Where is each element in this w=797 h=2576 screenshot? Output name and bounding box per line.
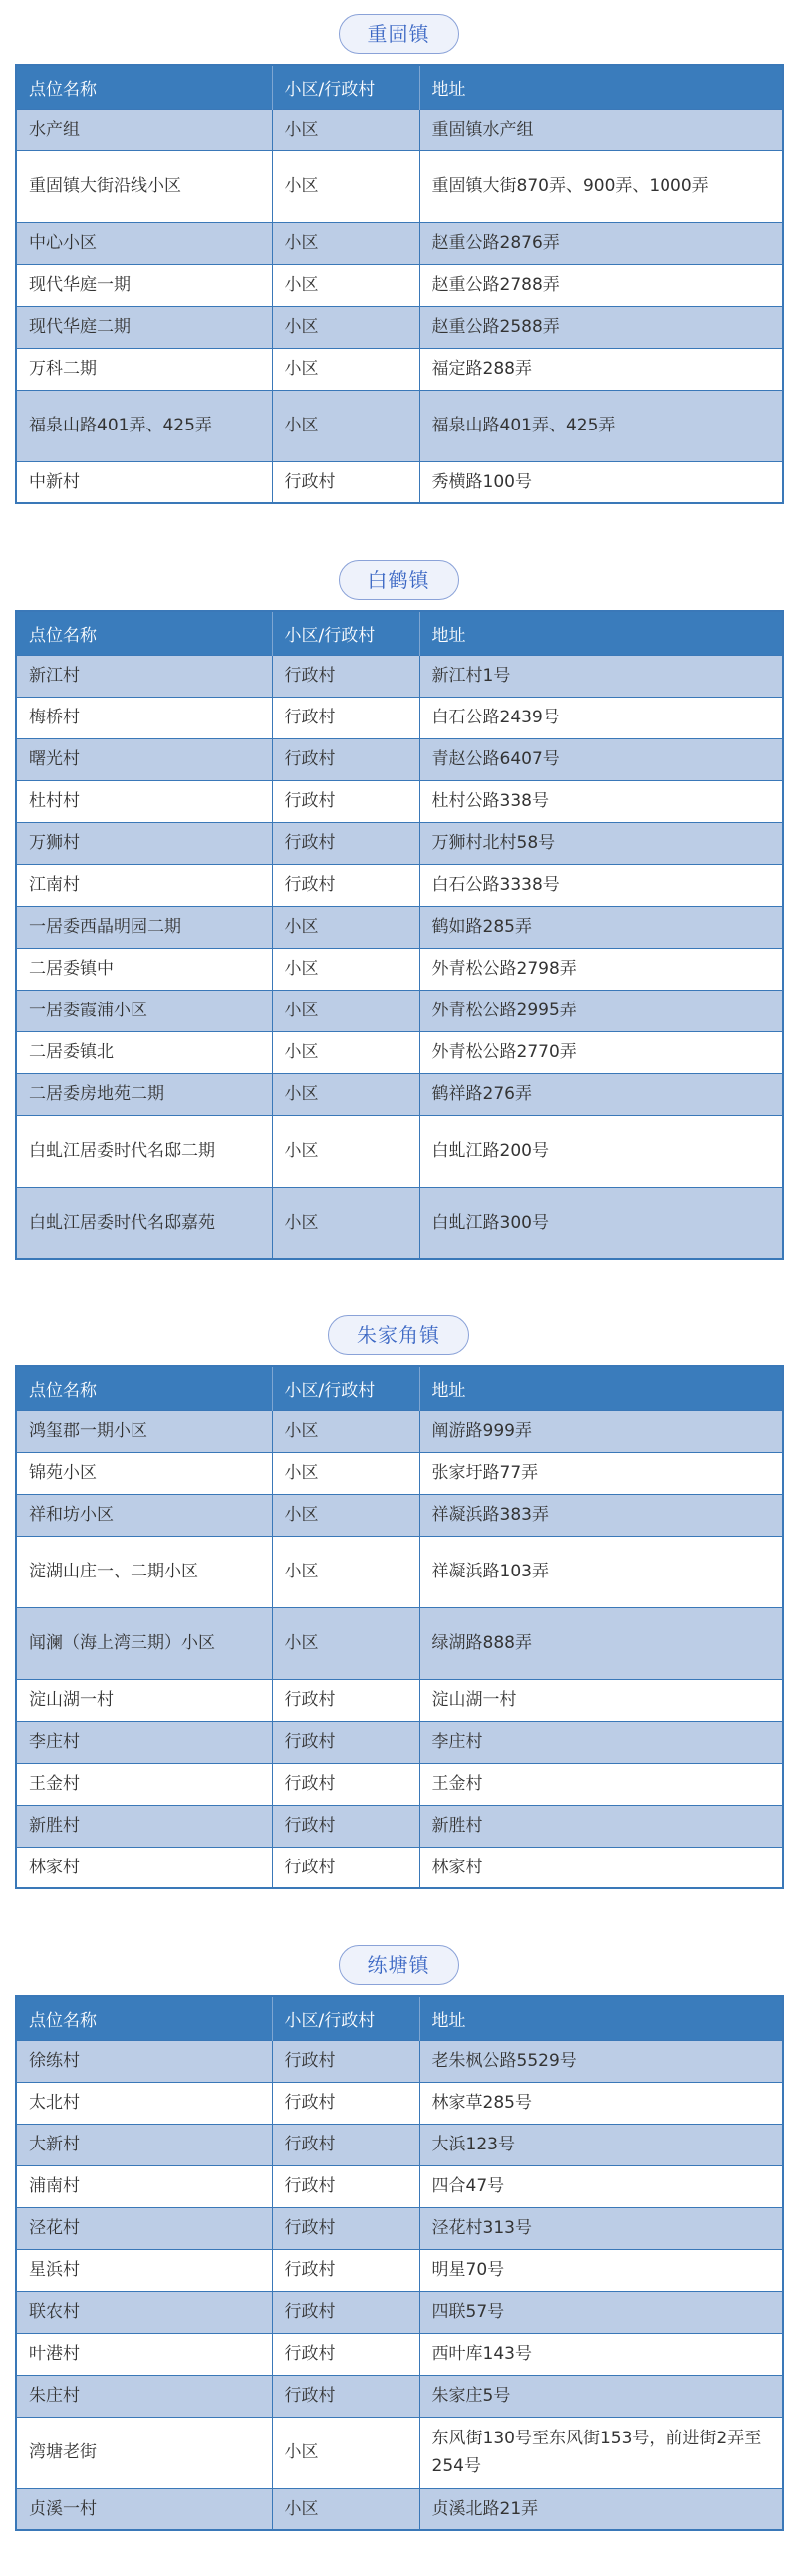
town-title-wrap xyxy=(0,14,797,54)
cell-name: 白虬江居委时代名邸嘉苑 xyxy=(16,1187,272,1259)
cell-type: 行政村 xyxy=(272,1763,419,1805)
cell-address: 福泉山路401弄、425弄 xyxy=(419,390,783,461)
town-title-pill: 朱家角镇 xyxy=(328,1315,469,1355)
cell-name: 一居委西晶明园二期 xyxy=(16,906,272,948)
point-table xyxy=(15,1365,784,1889)
section-gap xyxy=(0,1889,797,1945)
table-row xyxy=(16,2333,783,2375)
table-row xyxy=(16,697,783,738)
cell-name: 一居委霞浦小区 xyxy=(16,990,272,1031)
table-row xyxy=(16,2165,783,2207)
cell-type: 小区 xyxy=(272,2488,419,2530)
cell-type: 行政村 xyxy=(272,2040,419,2082)
table-row xyxy=(16,2291,783,2333)
cell-name: 闻澜（海上湾三期）小区 xyxy=(16,1607,272,1679)
cell-type: 小区 xyxy=(272,1410,419,1452)
cell-name: 现代华庭二期 xyxy=(16,306,272,348)
cell-name: 福泉山路401弄、425弄 xyxy=(16,390,272,461)
table-row xyxy=(16,738,783,780)
cell-name: 林家村 xyxy=(16,1847,272,1888)
table-row xyxy=(16,1763,783,1805)
cell-name: 星浜村 xyxy=(16,2249,272,2291)
cell-address: 泾花村313号 xyxy=(419,2207,783,2249)
cell-type: 小区 xyxy=(272,1452,419,1494)
cell-type: 行政村 xyxy=(272,2333,419,2375)
cell-address: 阐游路999弄 xyxy=(419,1410,783,1452)
cell-type: 小区 xyxy=(272,1607,419,1679)
cell-address: 重固镇大街870弄、900弄、1000弄 xyxy=(419,150,783,222)
cell-type: 小区 xyxy=(272,1115,419,1187)
cell-type: 行政村 xyxy=(272,780,419,822)
header-name: 点位名称 xyxy=(16,1366,272,1410)
table-header-row xyxy=(16,1996,783,2040)
cell-address: 白石公路2439号 xyxy=(419,697,783,738)
table-row xyxy=(16,1721,783,1763)
point-table xyxy=(15,610,784,1260)
cell-name: 鸿玺郡一期小区 xyxy=(16,1410,272,1452)
cell-address: 林家村 xyxy=(419,1847,783,1888)
cell-name: 叶港村 xyxy=(16,2333,272,2375)
table-row xyxy=(16,1031,783,1073)
header-address: 地址 xyxy=(419,1996,783,2040)
table-row xyxy=(16,2249,783,2291)
table-row xyxy=(16,1494,783,1536)
cell-type: 小区 xyxy=(272,1536,419,1607)
table-row xyxy=(16,348,783,390)
town-section xyxy=(0,14,797,560)
cell-type: 小区 xyxy=(272,306,419,348)
cell-name: 万科二期 xyxy=(16,348,272,390)
cell-name: 二居委镇北 xyxy=(16,1031,272,1073)
cell-address: 老朱枫公路5529号 xyxy=(419,2040,783,2082)
table-row xyxy=(16,1607,783,1679)
cell-type: 小区 xyxy=(272,948,419,990)
table-row xyxy=(16,2417,783,2488)
cell-type: 行政村 xyxy=(272,738,419,780)
cell-type: 小区 xyxy=(272,1494,419,1536)
table-row xyxy=(16,1073,783,1115)
table-row xyxy=(16,222,783,264)
town-title-pill: 白鹤镇 xyxy=(339,560,459,600)
cell-type: 小区 xyxy=(272,990,419,1031)
cell-address: 白石公路3338号 xyxy=(419,864,783,906)
cell-address: 赵重公路2788弄 xyxy=(419,264,783,306)
cell-address: 贞溪北路21弄 xyxy=(419,2488,783,2530)
cell-address: 西叶库143号 xyxy=(419,2333,783,2375)
table-row xyxy=(16,1805,783,1847)
cell-type: 行政村 xyxy=(272,1679,419,1721)
table-row xyxy=(16,906,783,948)
cell-address: 鹤如路285弄 xyxy=(419,906,783,948)
table-row xyxy=(16,990,783,1031)
point-table xyxy=(15,1995,784,2531)
cell-name: 二居委镇中 xyxy=(16,948,272,990)
table-row xyxy=(16,109,783,150)
cell-type: 行政村 xyxy=(272,822,419,864)
table-row xyxy=(16,1115,783,1187)
cell-type: 行政村 xyxy=(272,864,419,906)
header-type: 小区/行政村 xyxy=(272,611,419,655)
point-table xyxy=(15,64,784,504)
cell-name: 白虬江居委时代名邸二期 xyxy=(16,1115,272,1187)
cell-name: 新胜村 xyxy=(16,1805,272,1847)
cell-address: 赵重公路2876弄 xyxy=(419,222,783,264)
cell-name: 朱庄村 xyxy=(16,2375,272,2417)
cell-name: 重固镇大街沿线小区 xyxy=(16,150,272,222)
cell-name: 大新村 xyxy=(16,2124,272,2165)
cell-address: 福定路288弄 xyxy=(419,348,783,390)
table-row xyxy=(16,1679,783,1721)
header-type: 小区/行政村 xyxy=(272,65,419,109)
cell-name: 祥和坊小区 xyxy=(16,1494,272,1536)
header-type: 小区/行政村 xyxy=(272,1996,419,2040)
cell-type: 行政村 xyxy=(272,655,419,697)
table-header-row xyxy=(16,611,783,655)
cell-name: 泾花村 xyxy=(16,2207,272,2249)
table-row xyxy=(16,390,783,461)
cell-type: 小区 xyxy=(272,1073,419,1115)
cell-address: 祥凝浜路103弄 xyxy=(419,1536,783,1607)
town-title-wrap xyxy=(0,1315,797,1355)
cell-name: 李庄村 xyxy=(16,1721,272,1763)
cell-name: 万狮村 xyxy=(16,822,272,864)
cell-type: 行政村 xyxy=(272,1721,419,1763)
cell-address: 林家草285号 xyxy=(419,2082,783,2124)
cell-address: 青赵公路6407号 xyxy=(419,738,783,780)
cell-address: 新江村1号 xyxy=(419,655,783,697)
town-section xyxy=(0,1315,797,1945)
town-section xyxy=(0,1945,797,2531)
cell-type: 小区 xyxy=(272,390,419,461)
cell-address: 鹤祥路276弄 xyxy=(419,1073,783,1115)
table-row xyxy=(16,2124,783,2165)
header-type: 小区/行政村 xyxy=(272,1366,419,1410)
cell-type: 行政村 xyxy=(272,2082,419,2124)
header-name: 点位名称 xyxy=(16,611,272,655)
cell-type: 行政村 xyxy=(272,697,419,738)
cell-address: 四合47号 xyxy=(419,2165,783,2207)
cell-address: 秀横路100号 xyxy=(419,461,783,503)
cell-type: 行政村 xyxy=(272,2375,419,2417)
cell-name: 锦苑小区 xyxy=(16,1452,272,1494)
cell-type: 行政村 xyxy=(272,461,419,503)
cell-address: 绿湖路888弄 xyxy=(419,1607,783,1679)
table-row xyxy=(16,1536,783,1607)
cell-type: 小区 xyxy=(272,2417,419,2488)
table-row xyxy=(16,264,783,306)
table-row xyxy=(16,2040,783,2082)
cell-name: 梅桥村 xyxy=(16,697,272,738)
table-row xyxy=(16,1410,783,1452)
town-title-wrap xyxy=(0,560,797,600)
table-header-row xyxy=(16,1366,783,1410)
cell-address: 朱家庄5号 xyxy=(419,2375,783,2417)
cell-type: 行政村 xyxy=(272,2165,419,2207)
cell-name: 浦南村 xyxy=(16,2165,272,2207)
cell-name: 太北村 xyxy=(16,2082,272,2124)
cell-name: 贞溪一村 xyxy=(16,2488,272,2530)
cell-address: 外青松公路2798弄 xyxy=(419,948,783,990)
section-gap xyxy=(0,1260,797,1315)
table-row xyxy=(16,306,783,348)
cell-address: 张家圩路77弄 xyxy=(419,1452,783,1494)
cell-type: 行政村 xyxy=(272,2291,419,2333)
table-header-row xyxy=(16,65,783,109)
cell-address: 大浜123号 xyxy=(419,2124,783,2165)
cell-name: 中心小区 xyxy=(16,222,272,264)
table-row xyxy=(16,1452,783,1494)
header-address: 地址 xyxy=(419,611,783,655)
cell-address: 祥凝浜路383弄 xyxy=(419,1494,783,1536)
table-row xyxy=(16,864,783,906)
table-row xyxy=(16,1187,783,1259)
header-address: 地址 xyxy=(419,65,783,109)
cell-type: 小区 xyxy=(272,109,419,150)
cell-type: 小区 xyxy=(272,264,419,306)
cell-address: 王金村 xyxy=(419,1763,783,1805)
cell-address: 新胜村 xyxy=(419,1805,783,1847)
town-title-wrap xyxy=(0,1945,797,1985)
cell-type: 行政村 xyxy=(272,2249,419,2291)
town-section xyxy=(0,560,797,1315)
cell-type: 小区 xyxy=(272,150,419,222)
table-row xyxy=(16,2375,783,2417)
header-address: 地址 xyxy=(419,1366,783,1410)
town-title-pill: 练塘镇 xyxy=(339,1945,459,1985)
cell-type: 行政村 xyxy=(272,1847,419,1888)
cell-type: 小区 xyxy=(272,906,419,948)
cell-type: 小区 xyxy=(272,1187,419,1259)
cell-address: 东风街130号至东风街153号，前进街2弄至254号 xyxy=(419,2417,783,2488)
table-row xyxy=(16,655,783,697)
cell-type: 小区 xyxy=(272,348,419,390)
cell-name: 杜村村 xyxy=(16,780,272,822)
cell-name: 淀湖山庄一、二期小区 xyxy=(16,1536,272,1607)
cell-type: 小区 xyxy=(272,1031,419,1073)
header-name: 点位名称 xyxy=(16,1996,272,2040)
cell-address: 四联57号 xyxy=(419,2291,783,2333)
cell-type: 小区 xyxy=(272,222,419,264)
cell-address: 李庄村 xyxy=(419,1721,783,1763)
cell-address: 白虬江路300号 xyxy=(419,1187,783,1259)
cell-name: 淀山湖一村 xyxy=(16,1679,272,1721)
cell-name: 湾塘老街 xyxy=(16,2417,272,2488)
cell-name: 江南村 xyxy=(16,864,272,906)
town-title-pill: 重固镇 xyxy=(339,14,459,54)
cell-type: 行政村 xyxy=(272,1805,419,1847)
cell-name: 中新村 xyxy=(16,461,272,503)
cell-name: 曙光村 xyxy=(16,738,272,780)
cell-type: 行政村 xyxy=(272,2124,419,2165)
table-row xyxy=(16,822,783,864)
table-row xyxy=(16,2207,783,2249)
header-name: 点位名称 xyxy=(16,65,272,109)
cell-name: 水产组 xyxy=(16,109,272,150)
section-gap xyxy=(0,504,797,560)
table-row xyxy=(16,150,783,222)
table-row xyxy=(16,1847,783,1888)
cell-address: 外青松公路2995弄 xyxy=(419,990,783,1031)
cell-type: 行政村 xyxy=(272,2207,419,2249)
cell-name: 二居委房地苑二期 xyxy=(16,1073,272,1115)
cell-address: 白虬江路200号 xyxy=(419,1115,783,1187)
cell-address: 万狮村北村58号 xyxy=(419,822,783,864)
table-row xyxy=(16,2082,783,2124)
cell-address: 重固镇水产组 xyxy=(419,109,783,150)
cell-address: 杜村公路338号 xyxy=(419,780,783,822)
cell-address: 外青松公路2770弄 xyxy=(419,1031,783,1073)
table-row xyxy=(16,2488,783,2530)
table-row xyxy=(16,780,783,822)
cell-name: 联农村 xyxy=(16,2291,272,2333)
table-row xyxy=(16,461,783,503)
cell-name: 徐练村 xyxy=(16,2040,272,2082)
cell-address: 赵重公路2588弄 xyxy=(419,306,783,348)
cell-address: 淀山湖一村 xyxy=(419,1679,783,1721)
cell-name: 现代华庭一期 xyxy=(16,264,272,306)
cell-address: 明星70号 xyxy=(419,2249,783,2291)
table-row xyxy=(16,948,783,990)
cell-name: 王金村 xyxy=(16,1763,272,1805)
cell-name: 新江村 xyxy=(16,655,272,697)
